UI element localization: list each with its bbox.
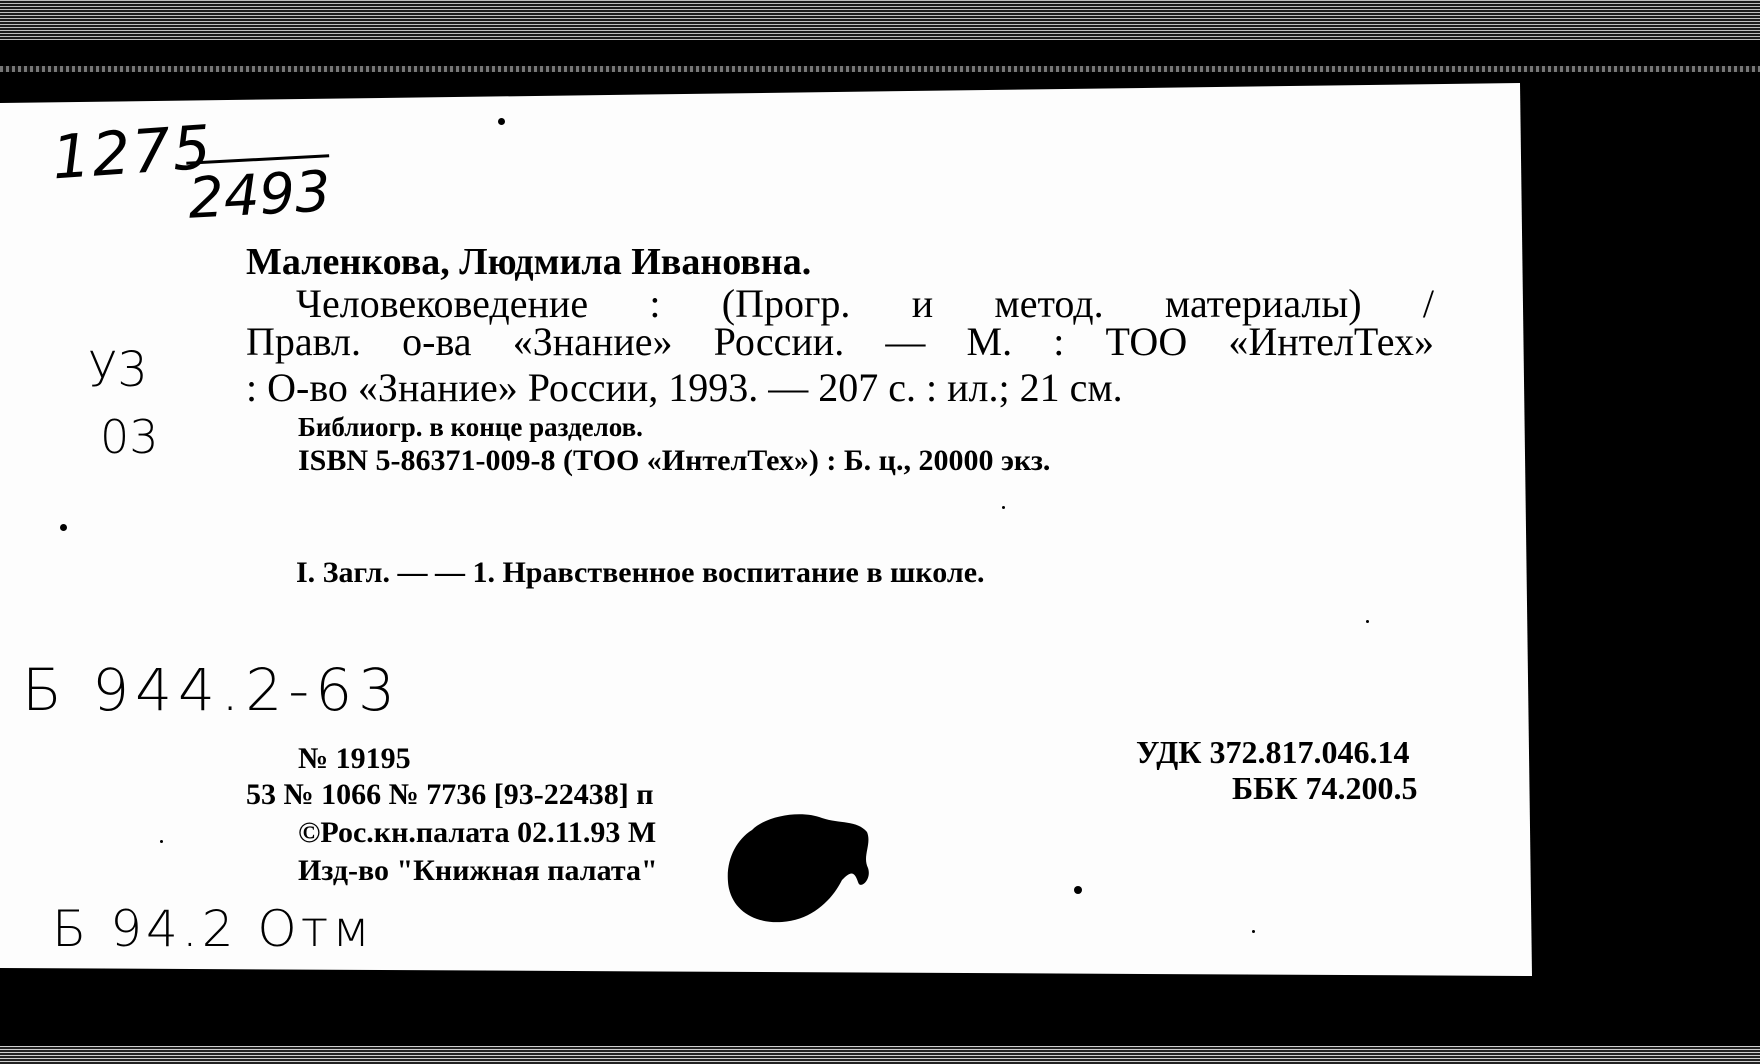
scan-border-top-strip [0, 66, 1760, 72]
scan-speck [160, 840, 163, 843]
description-line-3: : О-во «Знание» России, 1993. — 207 с. : ил.; 21 см. [246, 365, 1123, 410]
bbk-code: ББК 74.200.5 [1232, 770, 1418, 806]
isbn-note: ISBN 5-86371-009-8 (ТОО «ИнтелТех») : Б. ц., 20000 экз. [298, 444, 1051, 477]
author-heading: Маленкова, Людмила Ивановна. [246, 241, 812, 283]
tracings: I. Загл. — — 1. Нравственное воспитание в школе. [296, 556, 985, 589]
handwritten-margin-code-1: У3 [88, 342, 148, 398]
handwritten-margin-code-2: 03 [100, 410, 159, 464]
handwritten-top-subscript: 2493 [186, 154, 332, 231]
handwritten-class-mark-1: Б 944.2-63 [22, 656, 401, 724]
scan-border-bottom [0, 1046, 1760, 1064]
bibliography-note: Библиогр. в конце разделов. [298, 412, 643, 442]
handwritten-top-number: 1275 [49, 112, 215, 194]
scan-speck [498, 118, 505, 125]
scan-speck [1252, 930, 1255, 933]
imprint-line-2: 53 № 1066 № 7736 [93-22438] п [246, 778, 654, 811]
ink-blot [722, 810, 872, 930]
scan-speck [1366, 620, 1369, 623]
udc-code: УДК 372.817.046.14 [1136, 734, 1410, 770]
scan-border-top [0, 0, 1760, 40]
description-line-2: Правл. о-ва «Знание» России. — М. : ТОО «ИнтелТех» [246, 319, 1434, 364]
imprint-publisher: Изд-во "Книжная палата" [298, 854, 658, 887]
handwritten-class-mark-2: Б 94.2 Отм [52, 900, 374, 958]
imprint-number: № 19195 [298, 742, 411, 775]
scan-speck [60, 524, 67, 531]
imprint-copyright: ©Рос.кн.палата 02.11.93 М [298, 816, 657, 849]
description-line-1: Человековедение : (Прогр. и метод. материалы) / [296, 281, 1434, 326]
scan-speck [1002, 506, 1005, 509]
scan-speck [1074, 886, 1082, 894]
